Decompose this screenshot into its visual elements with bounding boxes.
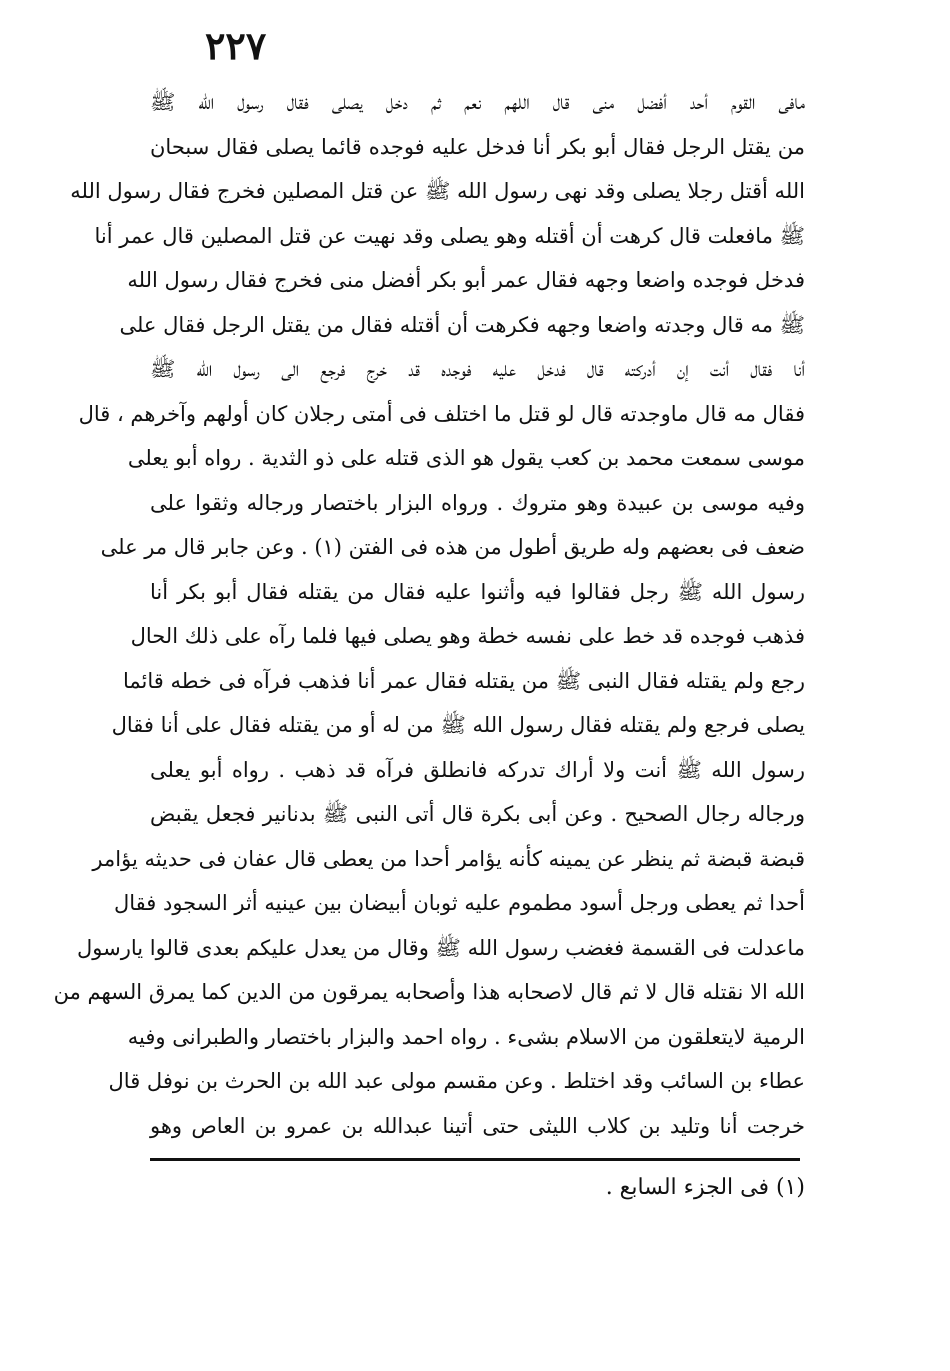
- text-line: ضعف فى بعضهم وله طريق أطول من هذه فى الفتن (١) . وعن جابر قال مر على: [100, 535, 805, 559]
- text-line: عطاء بن السائب وقد اختلط . وعن مقسم مولى عبد الله بن الحرث بن نوفل قال: [108, 1069, 805, 1093]
- text-line: الله أقتل رجلا يصلى وقد نهى رسول الله ﷺ عن قتل المصلين فخرج فقال رسول الله: [70, 179, 805, 203]
- text-line: أنا فقال أنت إن أدركته قال فدخل عليه فوجده قد خرج فرجع الى رسول الله ﷺ: [150, 357, 805, 381]
- text-line: من يقتل الرجل فقال أبو بكر أنا فدخل عليه فوجده قائما يصلى فقال سبحان: [150, 134, 805, 159]
- text-line: وفيه موسى بن عبيدة وهو متروك . ورواه البزار باختصار ورجاله وثقوا على: [150, 490, 805, 515]
- footnote: (١) فى الجزء السابع .: [605, 1175, 805, 1200]
- text-line: ماعدلت فى القسمة فغضب رسول الله ﷺ وقال من يعدل عليكم بعدى قالوا يارسول: [77, 935, 805, 960]
- text-line: خرجت أنا وتليد بن كلاب الليثى حتى أتينا عبدالله بن عمرو بن العاص وهو: [150, 1113, 805, 1138]
- page-number: ٢٢٧: [205, 23, 267, 68]
- text-line: أحدا ثم يعطى ورجل أسود مطموم عليه ثوبان أبيضان بين عينيه أثر السجود فقال: [113, 891, 805, 915]
- text-line: ورجاله رجال الصحيح . وعن أبى بكرة قال أتى النبى ﷺ بدنانير فجعل يقبض: [150, 802, 805, 826]
- text-line: رجع ولم يقتله فقال النبى ﷺ من يقتله فقال عمر أنا فذهب فرآه فى خطه قائما: [122, 668, 805, 693]
- text-line: فدخل فوجده واضعا وجهه فقال عمر أبو بكر أفضل منى فخرج فقال رسول الله: [127, 268, 805, 292]
- text-line: رسول الله ﷺ أنت ولا أراك تدركه فانطلق فرآه قد ذهب . رواه أبو يعلى: [150, 757, 805, 782]
- text-line: رسول الله ﷺ رجل فقالوا فيه وأثنوا عليه فقال من يقتله فقال أبو بكر أنا: [150, 579, 805, 604]
- text-line: ﷺ مه قال وجدته واضعا وجهه فكرهت أن أقتله فقال من يقتل الرجل فقال على: [119, 312, 805, 337]
- text-line: ﷺ مافعلت قال كرهت أن أقتله وهو يصلى وقد نهيت عن قتل المصلين قال عمر أنا: [94, 223, 805, 248]
- text-line: يصلى فرجع ولم يقتله فقال رسول الله ﷺ من له أو من يقتله فقال على أنا فقال: [111, 713, 805, 737]
- text-line: الله الا نقتله قال لا ثم قال لاصحابه هذا وأصحابه يمرقون من الدين كما يمرق السهم من: [53, 980, 805, 1004]
- text-line: فذهب فوجده قد خط على نفسه خطة وهو يصلى فيها فلما رآه على ذلك الحال: [130, 624, 805, 648]
- text-line: قبضة قبضة ثم ينظر عن يمينه كأنه يؤامر أحدا من يعطى قال عفان فى حديثه يؤامر: [92, 846, 805, 871]
- footnote-divider: [150, 1158, 800, 1161]
- text-line: موسى سمعت محمد بن كعب يقول هو الذى قتله على ذو الثدية . رواه أبو يعلى: [127, 446, 805, 470]
- text-line: الرمية لايتعلقون من الاسلام بشىء . رواه احمد والبزار باختصار والطبرانى وفيه: [127, 1024, 805, 1049]
- text-line: فقال مه قال ماوجدته قال لو قتل ما اختلف فى أمتى رجلان كان أولهم وآخرهم ، قال: [78, 401, 805, 426]
- text-line: مافى القوم أحد أفضل منى قال اللهم نعم ثم دخل يصلى فقال رسول الله ﷺ: [150, 90, 805, 114]
- body-text: [53, 80, 805, 1148]
